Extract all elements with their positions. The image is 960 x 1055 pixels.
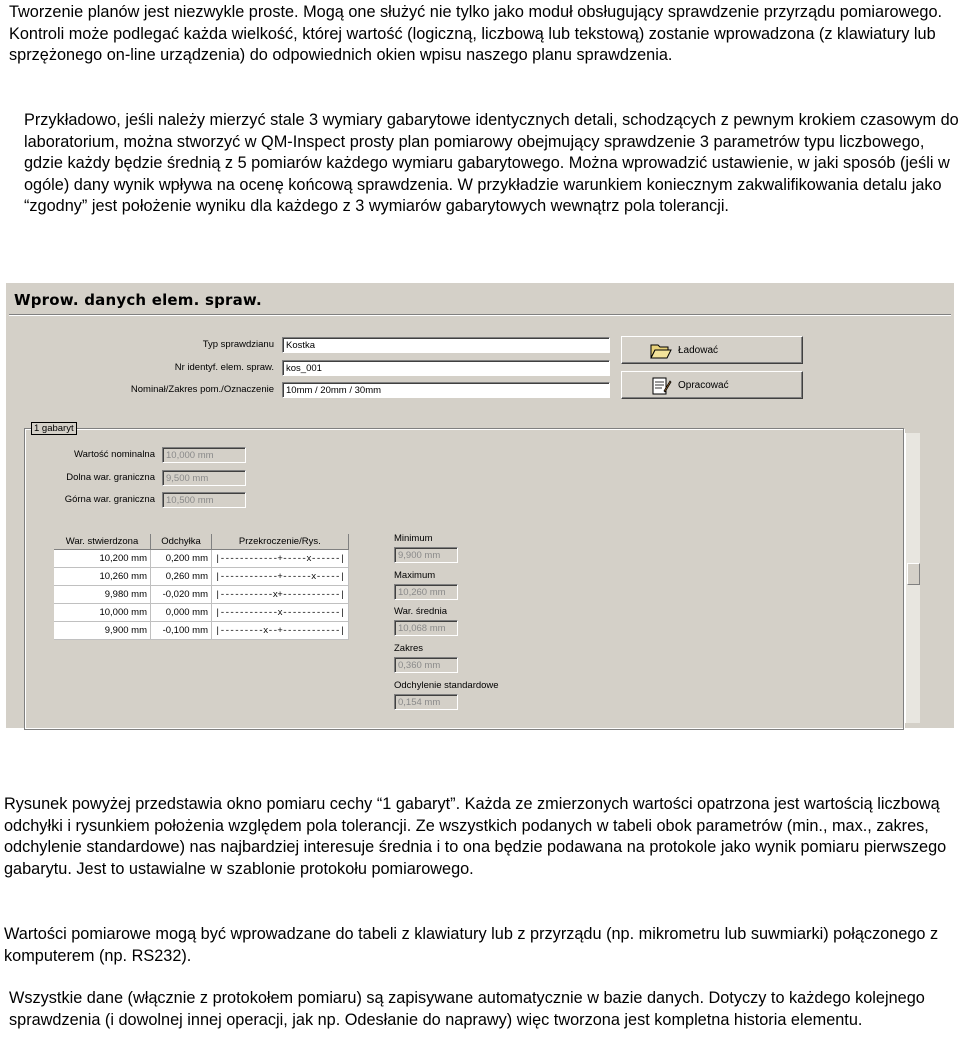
measured-cell[interactable]: 9,900 mm bbox=[54, 622, 151, 640]
input-methods-paragraph: Wartości pomiarowe mogą być wprowadzane do tabeli z klawiatury lub z przyrządu (np. mikrometru lub suwmiarki) połączonego z komputerem (np. RS232). bbox=[4, 925, 939, 965]
range-stat-field: 0,360 mm bbox=[394, 657, 458, 673]
measured-cell[interactable]: 10,260 mm bbox=[54, 568, 151, 586]
database-paragraph: Wszystkie dane (włącznie z protokołem pomiaru) są zapisywane automatycznie w bazie danych. Dotyczy to każdego kolejnego sprawdzenia (i dowolnej innej operacji, jak np. Odesłanie do naprawy) więc tworzona jest kompletna historia elementu. bbox=[9, 989, 925, 1029]
group-title: 1 gabaryt bbox=[31, 422, 77, 435]
id-field[interactable]: kos_001 bbox=[282, 360, 610, 376]
window-title: Wprow. danych elem. spraw. bbox=[14, 291, 262, 309]
measured-cell[interactable]: 9,980 mm bbox=[54, 586, 151, 604]
table-row[interactable] bbox=[54, 586, 348, 604]
type-label: Typ sprawdzianu bbox=[202, 339, 274, 350]
notepad-icon bbox=[650, 377, 672, 395]
nominal-field: 10,000 mm bbox=[162, 447, 246, 463]
measurements-table bbox=[54, 534, 349, 640]
range-stat-label: Zakres bbox=[394, 643, 424, 654]
max-label: Maximum bbox=[394, 570, 436, 581]
position-cell: |---------x--+------------| bbox=[212, 622, 349, 640]
std-dev-label: Odchylenie standardowe bbox=[394, 680, 499, 691]
range-field[interactable]: 10mm / 20mm / 30mm bbox=[282, 382, 610, 398]
mean-field: 10,068 mm bbox=[394, 620, 458, 636]
position-cell: |------------+------x-----| bbox=[212, 568, 349, 586]
load-button[interactable] bbox=[621, 336, 803, 364]
intro-paragraph: Tworzenie planów jest niezwykle proste. Mogą one służyć nie tylko jako moduł obsługujący sprawdzenie przyrządu pomiarowego. Kontroli może podlegać każda wielkość, której wartość (logiczną, liczbową lub tekstową) zostanie wprowadzona (z klawiatury lub sprzężonego on-line urządzenia) do odpowiednich okien wpisu naszego planu sprawdzenia. bbox=[9, 3, 943, 65]
range-label: Nominał/Zakres pom./Oznaczenie bbox=[130, 384, 274, 395]
folder-open-icon bbox=[650, 342, 672, 360]
nominal-label: Wartość nominalna bbox=[74, 449, 155, 460]
figure-description-paragraph: Rysunek powyżej przedstawia okno pomiaru cechy “1 gabaryt”. Każda ze zmierzonych wartości opatrzona jest wartością liczbową odchyłki i rysunkiem położenia względem pola tolerancji. Ze wszystkich podanych w tabeli obok parametrów (min., max., zakres, odchylenie standardowe) nas najbardziej interesuje średnia i to ona będzie podawana na protokole jako wynik pomiaru pierwszego gabarytu. Jest to ustawialne w szablonie protokołu pomiarowego. bbox=[4, 795, 947, 878]
type-field[interactable]: Kostka bbox=[282, 337, 610, 353]
process-button-label: Opracować bbox=[678, 379, 729, 391]
measurement-window bbox=[6, 283, 954, 728]
min-label: Minimum bbox=[394, 533, 433, 544]
deviation-cell: 0,200 mm bbox=[151, 550, 212, 568]
col-header-measured: War. stwierdzona bbox=[54, 534, 151, 550]
position-cell: |------------x------------| bbox=[212, 604, 349, 622]
deviation-cell: -0,020 mm bbox=[151, 586, 212, 604]
std-dev-field: 0,154 mm bbox=[394, 694, 458, 710]
scrollbar-thumb[interactable] bbox=[907, 563, 920, 585]
upper-limit-label: Górna war. graniczna bbox=[64, 494, 155, 505]
max-field: 10,260 mm bbox=[394, 584, 458, 600]
example-paragraph: Przykładowo, jeśli należy mierzyć stale 3 wymiary gabarytowe identycznych detali, schodzących z pewnym krokiem czasowym do laboratorium, można stworzyć w QM-Inspect prosty plan pomiarowy obejmujący sprawdzenie 3 parametrów typu liczbowego, gdzie każdy będzie średnią z 5 pomiarów każdego wymiaru gabarytowego. Można wprowadzić ustawienie, w jaki sposób (jeśli w ogóle) dany wynik wpływa na ocenę końcową sprawdzenia. W przykładzie warunkiem koniecznym zakwalifikowania detalu jako “zgodny” jest położenie wyniku dla każdego z 3 wymiarów gabarytowych wewnątrz pola tolerancji. bbox=[24, 111, 959, 216]
upper-limit-field: 10,500 mm bbox=[162, 492, 246, 508]
min-field: 9,900 mm bbox=[394, 547, 458, 563]
deviation-cell: 0,000 mm bbox=[151, 604, 212, 622]
measured-cell[interactable]: 10,200 mm bbox=[54, 550, 151, 568]
table-row[interactable] bbox=[54, 622, 348, 640]
process-button[interactable] bbox=[621, 371, 803, 399]
vertical-scrollbar[interactable] bbox=[905, 433, 920, 723]
lower-limit-field: 9,500 mm bbox=[162, 470, 246, 486]
title-divider bbox=[9, 314, 951, 316]
col-header-position: Przekroczenie/Rys. bbox=[212, 534, 349, 550]
table-row[interactable] bbox=[54, 550, 348, 568]
deviation-cell: 0,260 mm bbox=[151, 568, 212, 586]
mean-label: War. średnia bbox=[394, 606, 447, 617]
id-label: Nr identyf. elem. spraw. bbox=[174, 362, 274, 373]
measured-cell[interactable]: 10,000 mm bbox=[54, 604, 151, 622]
position-cell: |------------+-----x------| bbox=[212, 550, 349, 568]
deviation-cell: -0,100 mm bbox=[151, 622, 212, 640]
lower-limit-label: Dolna war. graniczna bbox=[66, 472, 155, 483]
table-row[interactable] bbox=[54, 568, 348, 586]
table-row[interactable] bbox=[54, 604, 348, 622]
position-cell: |-----------x+------------| bbox=[212, 586, 349, 604]
col-header-deviation: Odchyłka bbox=[151, 534, 212, 550]
load-button-label: Ładować bbox=[678, 344, 719, 356]
